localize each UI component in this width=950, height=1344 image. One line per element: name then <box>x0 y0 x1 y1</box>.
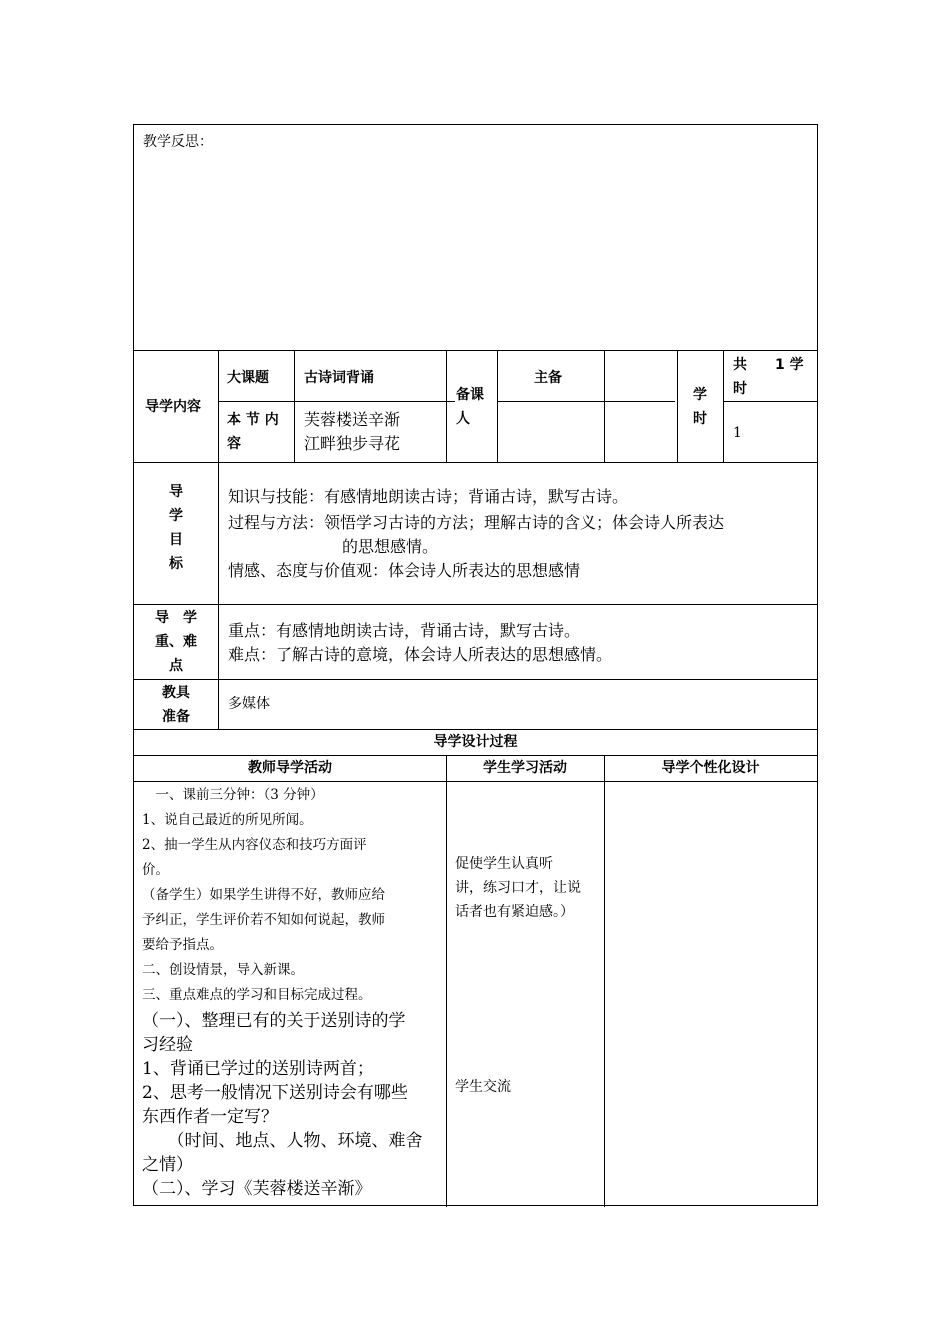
reflection-label: 教学反思： <box>143 134 213 150</box>
prep-person-label-line1: 备课 <box>456 387 484 403</box>
key-points-label-line1: 导 学 <box>155 610 197 626</box>
section-value-line2: 江畔独步寻花 <box>304 434 401 453</box>
teacher-line: 予纠正，学生评价若不知如何说起，教师 <box>142 912 385 928</box>
teacher-line: （一）、整理已有的关于送别诗的学 <box>142 1011 406 1031</box>
student-line: 讲，练习口才，让说 <box>455 880 581 896</box>
goals-label <box>134 480 218 576</box>
hours-label-line2: 时 <box>693 411 707 427</box>
teacher-line: 一、课前三分钟：（3 分钟） <box>142 787 324 803</box>
student-note-2: 学生交流 <box>455 1079 511 1095</box>
student-note-1 <box>455 852 600 924</box>
teacher-line: 之情） <box>142 1155 193 1175</box>
student-line: 促使学生认真听 <box>455 856 553 872</box>
col-teacher-activity: 教师导学活动 <box>248 760 332 776</box>
section-value-line1: 芙蓉楼送辛渐 <box>304 410 401 429</box>
teacher-activity-text-large <box>142 1009 444 1201</box>
hours-label-line1: 学 <box>693 387 707 403</box>
goal-knowledge: 知识与技能：有感情地朗读古诗；背诵古诗，默写古诗。 <box>228 487 629 506</box>
teacher-activity-text <box>142 783 442 1008</box>
goal-emotion: 情感、态度与价值观：体会诗人所表达的思想感情 <box>228 561 581 580</box>
goals-label-char-2: 学 <box>169 508 183 524</box>
prep-person-label-line2: 人 <box>456 411 470 427</box>
teacher-line: 2、抽一学生从内容仪态和技巧方面评 <box>142 837 367 853</box>
key-points-label <box>134 606 218 678</box>
section-label-line1: 本 节 内 <box>227 412 279 428</box>
tools-label-line1: 教具 <box>162 685 190 701</box>
teacher-line: 1、背诵已学过的送别诗两首； <box>142 1059 374 1079</box>
big-topic-label: 大课题 <box>227 370 269 386</box>
teacher-line: 1、说自己最近的所见所闻。 <box>142 812 313 828</box>
teacher-line: 东西作者一定写？ <box>142 1107 278 1127</box>
teacher-line: （时间、地点、人物、环境、难舍 <box>142 1131 423 1151</box>
lesson-plan-table <box>133 124 818 1206</box>
teacher-line: 价。 <box>142 862 169 878</box>
process-title: 导学设计过程 <box>433 734 518 750</box>
tools-label-line2: 准备 <box>162 709 190 725</box>
big-topic-value: 古诗词背诵 <box>304 370 374 386</box>
tools-label <box>134 681 218 729</box>
teacher-line: （备学生）如果学生讲得不好，教师应给 <box>142 887 385 903</box>
focus-point: 重点：有感情地朗读古诗，背诵古诗，默写古诗。 <box>228 621 581 640</box>
section-label-line2: 容 <box>227 436 241 452</box>
key-points-label-line3: 点 <box>169 658 183 674</box>
teacher-line: 2、思考一般情况下送别诗会有哪些 <box>142 1083 408 1103</box>
tools-value: 多媒体 <box>228 696 270 712</box>
main-prep-label: 主备 <box>534 370 562 386</box>
total-hours-line1: 共 1 学 <box>733 357 804 373</box>
goals-label-char-4: 标 <box>169 556 183 572</box>
col-personalized-design: 导学个性化设计 <box>661 760 760 776</box>
goal-process-line2: 的思想感情。 <box>342 537 439 556</box>
goals-label-char-3: 目 <box>169 532 183 548</box>
goal-process-line1: 过程与方法：领悟学习古诗的方法；理解古诗的含义；体会诗人所表达 <box>228 513 725 532</box>
guide-content-label: 导学内容 <box>145 399 201 415</box>
difficulty-point: 难点：了解古诗的意境，体会诗人所表达的思想感情。 <box>228 645 613 664</box>
key-points-label-line2: 重、难 <box>155 634 197 650</box>
col-student-activity: 学生学习活动 <box>483 760 567 776</box>
teacher-line: 习经验 <box>142 1035 193 1055</box>
hours-value: 1 <box>733 425 742 441</box>
goals-label-char-1: 导 <box>169 484 183 500</box>
teacher-line: 二、创设情景，导入新课。 <box>142 962 304 978</box>
teacher-line: 三、重点难点的学习和目标完成过程。 <box>142 987 372 1003</box>
teacher-line: 要给予指点。 <box>142 937 223 953</box>
student-line: 话者也有紧迫感。） <box>455 904 574 920</box>
teacher-line: （二）、学习《芙蓉楼送辛渐》 <box>142 1179 372 1199</box>
total-hours-line2: 时 <box>733 381 747 397</box>
